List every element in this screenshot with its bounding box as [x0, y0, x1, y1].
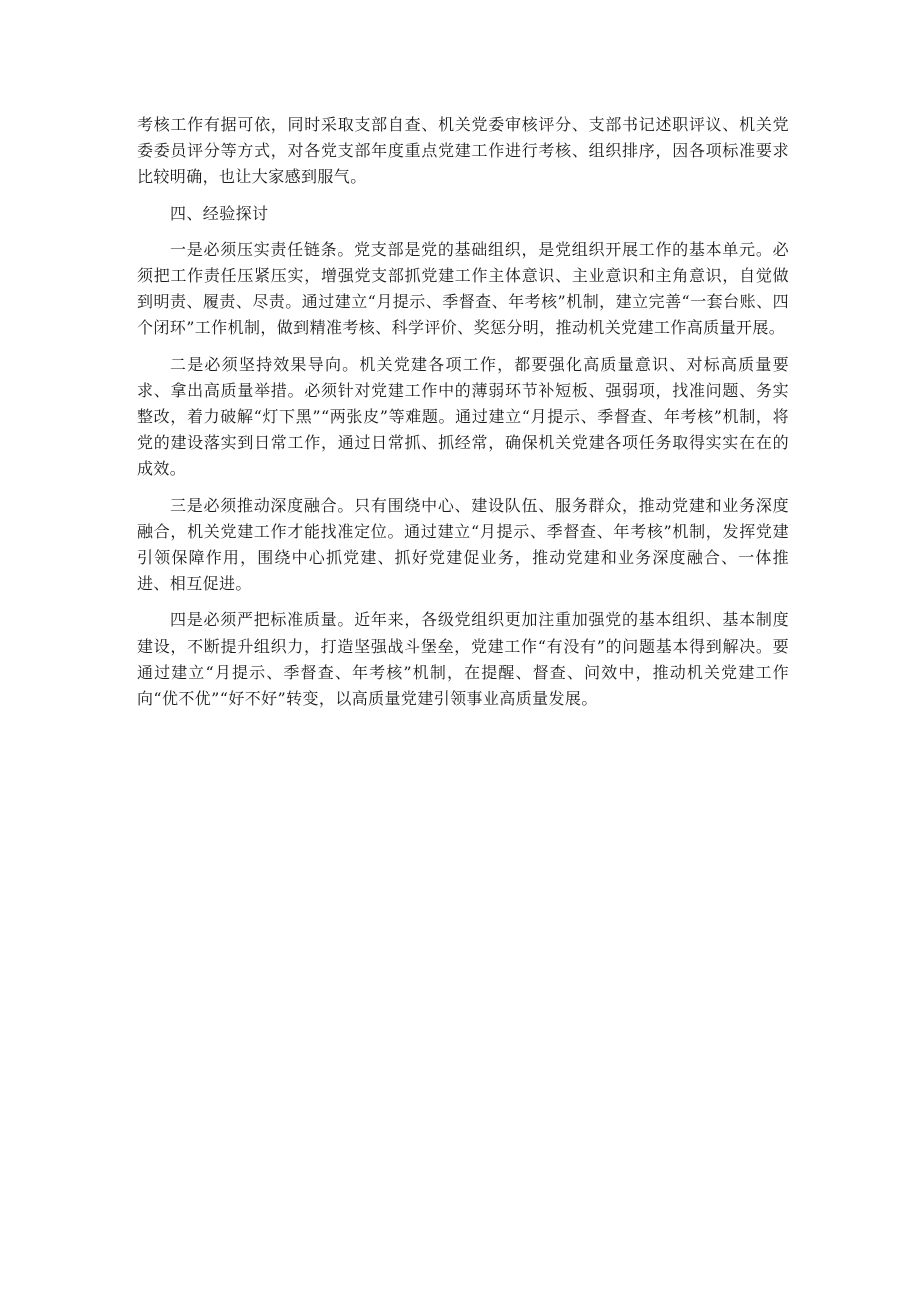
- section-heading: 四、经验探讨: [170, 203, 269, 223]
- document-body: [137, 112, 789, 722]
- paragraph-quality: 四是必须严把标准质量。近年来，各级党组织更加注重加强党的基本组织、基本制度建设，不断提升组织力，打造坚强战斗堡垒，党建工作“有没有”的问题基本得到解决。要通过建立“月提示、季督查、年考核”机制，在提醒、督查、问效中，推动机关党建工作向“优不优”“好不好”转变，以高质量党建引领事业高质量发展。: [137, 610, 789, 709]
- paragraph-integration: 三是必须推动深度融合。只有围绕中心、建设队伍、服务群众，推动党建和业务深度融合，机关党建工作才能找准定位。通过建立“月提示、季督查、年考核”机制，发挥党建引领保障作用，围绕中心抓党建、抓好党建促业务，推动党建和业务深度融合、一体推进、相互促进。: [137, 495, 789, 594]
- paragraph-effect: 二是必须坚持效果导向。机关党建各项工作，都要强化高质量意识、对标高质量要求、拿出高质量举措。必须针对党建工作中的薄弱环节补短板、强弱项，找准问题、务实整改，着力破解“灯下黑”“两张皮”等难题。通过建立“月提示、季督查、年考核”机制，将党的建设落实到日常工作，通过日常抓、抓经常，确保机关党建各项任务取得实实在在的成效。: [137, 354, 789, 479]
- paragraph-continued: 考核工作有据可依，同时采取支部自查、机关党委审核评分、支部书记述职评议、机关党委委员评分等方式，对各党支部年度重点党建工作进行考核、组织排序，因各项标准要求比较明确，也让大家感到服气。: [137, 115, 789, 187]
- paragraph-responsibility: 一是必须压实责任链条。党支部是党的基础组织，是党组织开展工作的基本单元。必须把工作责任压紧压实，增强党支部抓党建工作主体意识、主业意识和主角意识，自觉做到明责、履责、尽责。通过建立“月提示、季督查、年考核”机制，建立完善“一套台账、四个闭环”工作机制，做到精准考核、科学评价、奖惩分明，推动机关党建工作高质量开展。: [137, 239, 789, 338]
